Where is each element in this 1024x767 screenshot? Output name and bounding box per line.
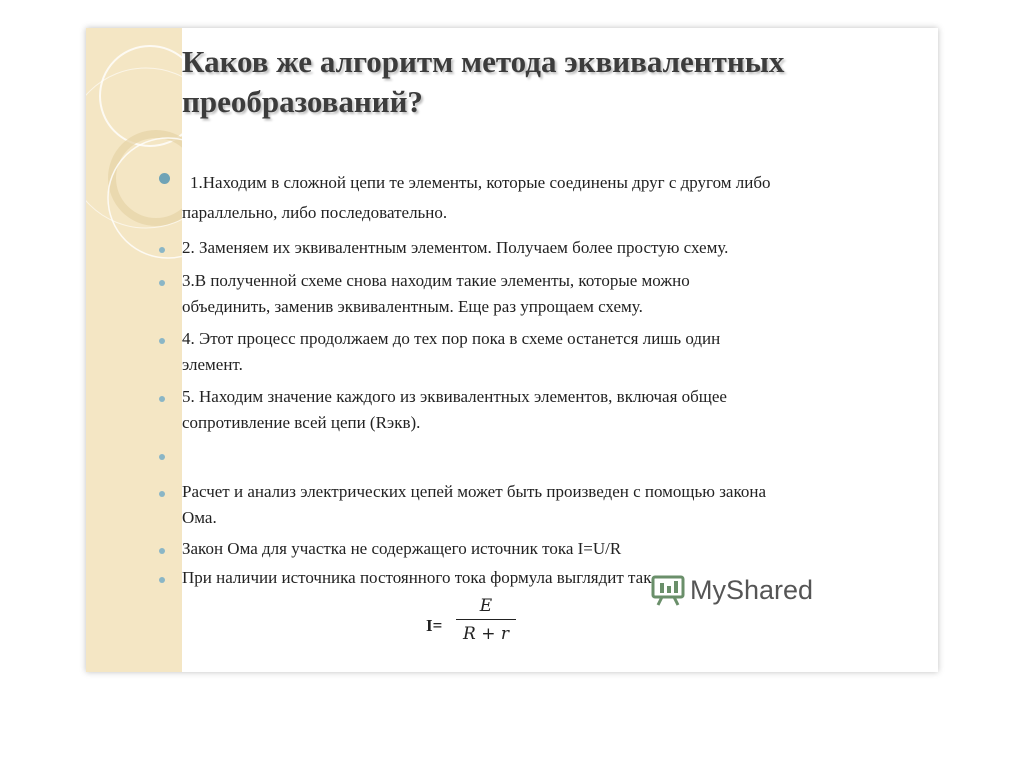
list-item-line: 5. Находим значение каждого из эквивалентных элементов, включая общее (182, 387, 727, 406)
formula-denominator: R + r (463, 624, 509, 644)
bullet-marker (159, 577, 165, 583)
list-item-line: Закон Ома для участка не содержащего источник тока I=U/R (182, 539, 622, 558)
list-item-line: Расчет и анализ электрических цепей может быть произведен с помощью закона (182, 482, 767, 501)
formula-fraction (456, 594, 516, 646)
bullet-marker (159, 454, 165, 460)
list-item (182, 170, 902, 226)
decorative-circles-icon (86, 28, 182, 672)
decorative-strip (86, 28, 182, 672)
bullet-marker (159, 173, 170, 184)
list-item (182, 268, 902, 320)
formula-numerator: E (479, 596, 493, 616)
list-item (182, 235, 902, 261)
list-item-line: 4. Этот процесс продолжаем до тех пор пока в схеме останется лишь один (182, 329, 721, 348)
list-item-line: При наличии источника постоянного тока формула выглядит так (182, 568, 652, 587)
watermark-logo (650, 572, 813, 608)
list-item (182, 479, 902, 531)
list-item-line: 1.Находим в сложной цепи те элементы, которые соединены друг с другом либо (190, 173, 771, 192)
list-item-line: Ома. (182, 508, 217, 527)
bullet-marker (159, 338, 165, 344)
presentation-board-icon (650, 572, 686, 608)
list-item-line: сопротивление всей цепи (Rэкв). (182, 413, 421, 432)
list-item (182, 326, 902, 378)
list-item (182, 536, 902, 562)
bullet-marker (159, 280, 165, 286)
slide-title: Каков же алгоритм метода эквивалентных преобразований? (182, 44, 785, 119)
list-item-line: 3.В полученной схеме снова находим такие элементы, которые можно (182, 271, 690, 290)
list-item-line: параллельно, либо последовательно. (182, 203, 448, 222)
list-item-line: элемент. (182, 355, 243, 374)
bullet-marker (159, 247, 165, 253)
list-item-line: объединить, заменив эквивалентным. Еще раз упрощаем схему. (182, 297, 643, 316)
formula-lhs: I= (426, 616, 443, 635)
bullet-marker (159, 491, 165, 497)
bullet-marker (159, 396, 165, 402)
list-item (182, 384, 902, 436)
list-item-line: 2. Заменяем их эквивалентным элементом. Получаем более простую схему. (182, 238, 729, 257)
bullet-marker (159, 548, 165, 554)
fraction-bar (456, 619, 516, 620)
watermark-text: MyShared (690, 574, 814, 605)
